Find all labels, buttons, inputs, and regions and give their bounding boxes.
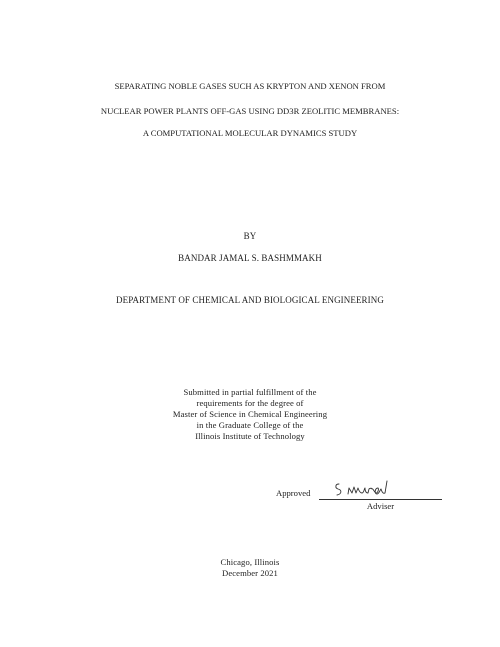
submission-line-3: Master of Science in Chemical Engineering xyxy=(172,409,328,419)
author-name: BANDAR JAMAL S. BASHMMAKH xyxy=(178,253,322,263)
department-name: DEPARTMENT OF CHEMICAL AND BIOLOGICAL ENGINEERING xyxy=(116,295,384,305)
thesis-title-line-1: SEPARATING NOBLE GASES SUCH AS KRYPTON AND XENON FROM xyxy=(114,81,386,91)
approved-label: Approved xyxy=(276,488,311,498)
submission-line-2: requirements for the degree of xyxy=(196,398,304,408)
submission-line-4: in the Graduate College of the xyxy=(196,420,304,430)
submission-line-5: Illinois Institute of Technology xyxy=(195,431,305,441)
by-label: BY xyxy=(243,231,257,241)
date: December 2021 xyxy=(222,568,278,578)
submission-line-1: Submitted in partial fulfillment of the xyxy=(183,387,317,397)
approval-block xyxy=(276,478,446,514)
location: Chicago, Illinois xyxy=(220,557,280,567)
thesis-title-line-3: A COMPUTATIONAL MOLECULAR DYNAMICS STUDY xyxy=(142,128,358,138)
thesis-title-line-2: NUCLEAR POWER PLANTS OFF-GAS USING DD3R ZEOLITIC MEMBRANES: xyxy=(100,106,400,116)
adviser-label: Adviser xyxy=(366,501,395,511)
signature-line xyxy=(319,499,442,500)
adviser-signature xyxy=(334,478,394,498)
